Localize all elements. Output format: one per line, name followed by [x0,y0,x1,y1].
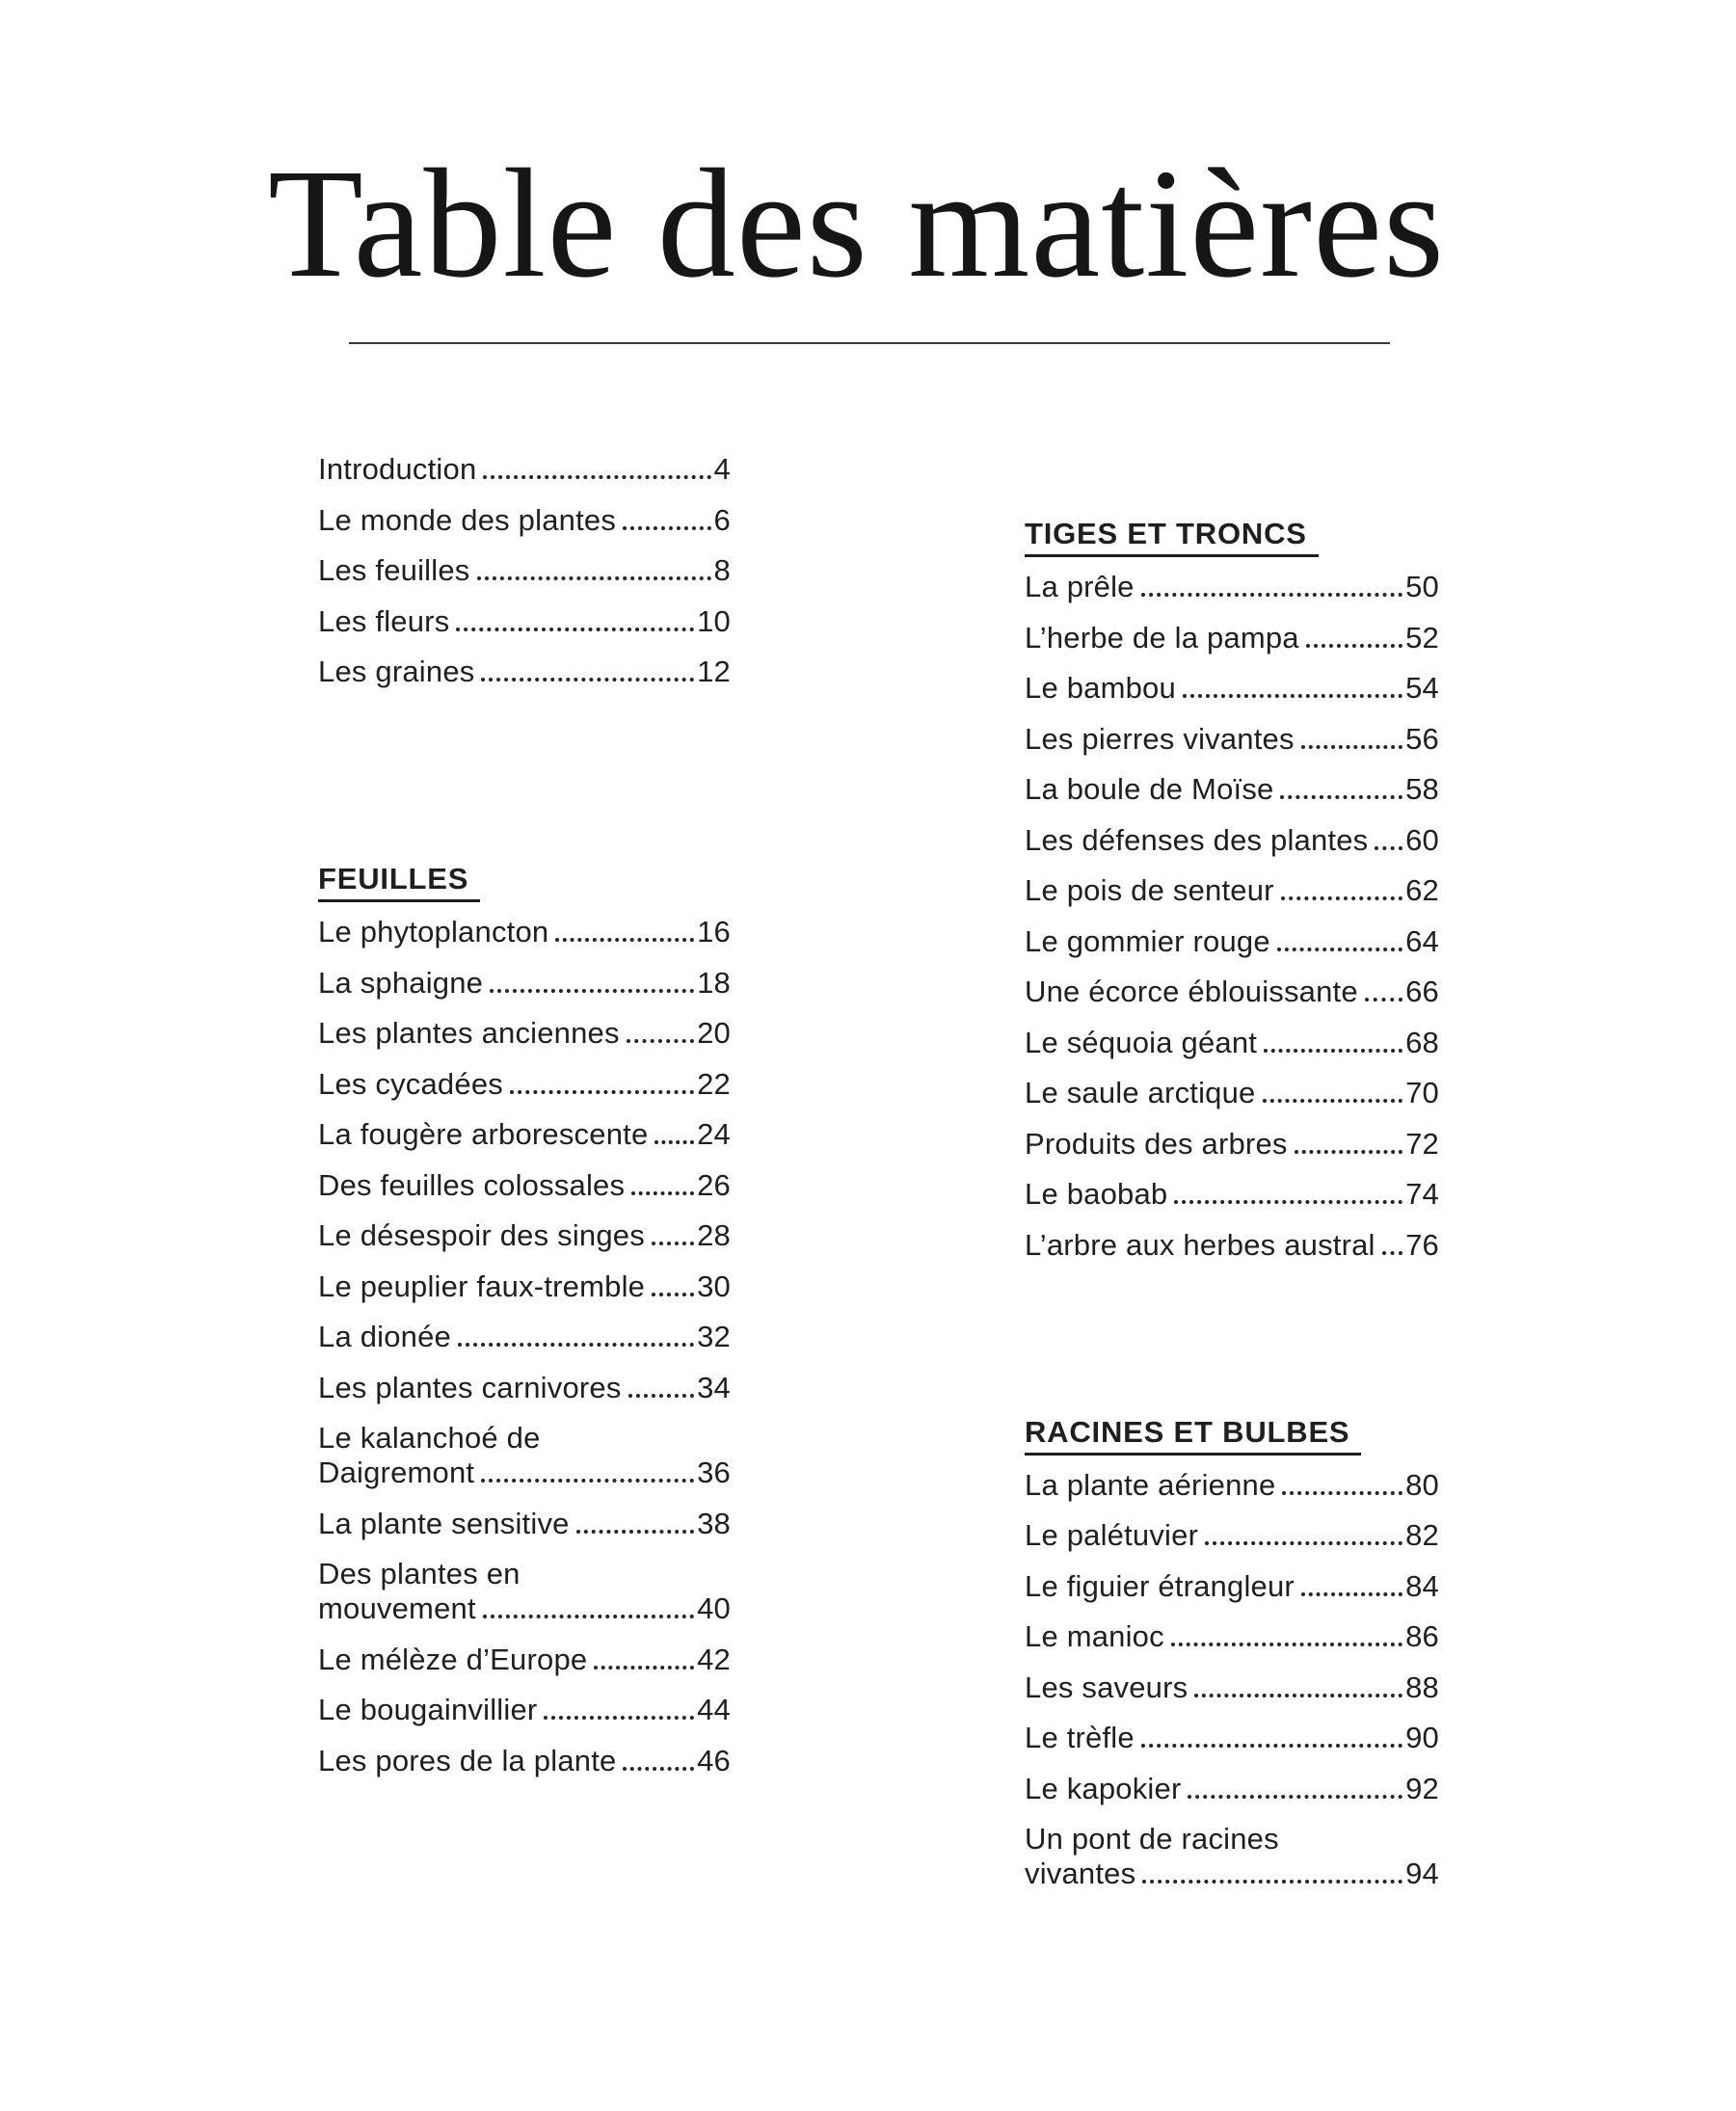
toc-entry-page: 18 [697,965,731,1000]
dot-leader [1306,644,1402,648]
toc-entry-line [1025,723,1439,756]
toc-entry-page: 80 [1405,1467,1439,1502]
toc-entry-page: 40 [697,1591,731,1625]
toc-entry-line [318,916,731,949]
toc-entry-page: 68 [1405,1025,1439,1059]
toc-entry-page: 56 [1405,721,1439,756]
toc-entry-label: Produits des arbres [1025,1126,1288,1161]
dot-leader [483,475,710,479]
toc-entry-line [318,1694,731,1726]
toc-entry-page: 10 [697,603,731,638]
dot-leader [490,989,694,993]
dot-leader [1264,1049,1402,1053]
dot-leader [576,1530,695,1534]
toc-entry-label: L’herbe de la pampa [1025,620,1299,655]
dot-leader [477,576,711,580]
toc-entry-page: 46 [697,1743,731,1777]
dot-leader [594,1666,694,1670]
toc-entry [1025,1519,1439,1552]
toc-entry-label: Le bougainvillier [318,1693,538,1726]
dot-leader [1280,795,1402,799]
toc-entry [318,1508,731,1540]
toc-entry-line [1025,1519,1439,1552]
toc-entry-line [1025,1857,1439,1890]
dot-leader [1301,745,1402,749]
toc-entry [1025,1178,1439,1211]
toc-entry-page: 28 [697,1218,731,1252]
toc-entry-label: Le kapokier [1025,1771,1182,1805]
toc-entry-line [1025,1620,1439,1653]
toc-entry [1025,874,1439,907]
section-heading: FEUILLES [318,863,480,902]
section-heading: RACINES ET BULBES [1025,1416,1361,1456]
toc-entry-label: La boule de Moïse [1025,772,1274,806]
dot-leader [481,1479,694,1483]
toc-entry [318,916,731,949]
dot-leader [654,1140,694,1144]
dot-leader [1277,948,1402,951]
toc-entry-page: 58 [1405,772,1439,806]
toc-entry-page: 62 [1405,873,1439,907]
toc-entry-line [1025,1823,1439,1856]
toc-entry-page: 38 [697,1506,731,1540]
dot-leader [1174,1200,1402,1204]
toc-entry-label: Le trèfle [1025,1721,1135,1754]
toc-entry-label: Les cycadées [318,1066,503,1101]
toc-entry-label: Le désespoir des singes [318,1218,645,1252]
toc-entry-page: 54 [1405,671,1439,705]
toc-entry-page: 4 [713,452,731,486]
toc-entry-label: Daigremont [318,1456,475,1489]
dot-leader [652,1242,694,1245]
toc-entry [318,1321,731,1353]
toc-entry-page: 50 [1405,570,1439,603]
toc-entry-label: Le bambou [1025,671,1176,705]
dot-leader [631,1191,694,1195]
toc-entry-label: Les plantes anciennes [318,1016,620,1050]
toc-entry [318,1068,731,1101]
toc-entry-line [1025,1671,1439,1704]
toc-entry-line [1025,1773,1439,1805]
toc-entry-line [1025,824,1439,857]
toc-entry [1025,1773,1439,1805]
toc-entry-page: 92 [1405,1771,1439,1805]
toc-entry-page: 12 [697,655,731,688]
dot-leader [555,938,694,942]
dot-leader [1141,593,1402,597]
toc-entry-line [318,1219,731,1252]
toc-entry [318,1558,731,1625]
toc-entry [1025,1469,1439,1502]
dot-leader [1183,694,1402,698]
dot-leader [1188,1795,1402,1799]
dot-leader [1263,1099,1403,1103]
toc-group [318,453,731,688]
toc-entry-page: 60 [1405,822,1439,857]
toc-entry [318,1219,731,1252]
toc-entry-line [318,1592,731,1625]
toc-entry [318,655,731,688]
toc-entry-page: 94 [1405,1857,1439,1890]
toc-entry [1025,773,1439,806]
toc-entry [1025,824,1439,857]
toc-entry-label: Le figuier étrangleur [1025,1568,1295,1603]
toc-column-left [318,453,731,1795]
dot-leader [544,1716,694,1720]
dot-leader [628,1394,695,1398]
dot-leader [1382,1251,1402,1255]
toc-entry-line [318,453,731,486]
toc-entry-line [318,554,731,587]
toc-entry-page: 74 [1405,1177,1439,1211]
toc-entry [318,1017,731,1050]
toc-entry-label: La plante aérienne [1025,1467,1276,1502]
toc-entry-line [318,1169,731,1202]
toc-entry [1025,1077,1439,1109]
toc-entry-label: Les pores de la plante [318,1743,617,1777]
toc-group [318,863,731,1777]
toc-entry [318,1694,731,1726]
toc-entry-line [318,504,731,537]
toc-entry-label: Le kalanchoé de [318,1421,541,1455]
toc-entry [318,605,731,638]
title-divider [349,342,1390,344]
toc-entry-line [318,1643,731,1676]
toc-group [1025,1416,1439,1891]
toc-entry-line [1025,622,1439,655]
toc-entry-page: 16 [697,915,731,949]
dot-leader [652,1293,694,1296]
toc-entry-page: 34 [697,1370,731,1404]
dot-leader [627,1039,694,1043]
toc-entry-page: 90 [1405,1721,1439,1754]
toc-entry [1025,1722,1439,1754]
dot-leader [481,678,694,681]
toc-entry-line [1025,1570,1439,1603]
dot-leader [623,1767,694,1771]
toc-entry [1025,925,1439,958]
dot-leader [483,1615,694,1618]
toc-entry-page: 86 [1405,1619,1439,1653]
toc-entry-page: 24 [697,1117,731,1151]
section-heading: TIGES ET TRONCS [1025,518,1319,557]
toc-entry-line [1025,1027,1439,1059]
toc-entry-line [1025,672,1439,705]
toc-entry-line [1025,1229,1439,1262]
toc-entry [1025,1671,1439,1704]
dot-leader [1281,896,1402,900]
toc-entry-line [1025,925,1439,958]
toc-entry [318,1169,731,1202]
toc-entry [318,504,731,537]
toc-entry-page: 66 [1405,975,1439,1008]
toc-entry-label: Le pois de senteur [1025,873,1274,907]
toc-entry-label: La plante sensitive [318,1506,570,1540]
toc-entry-page: 64 [1405,923,1439,958]
toc-entry-page: 36 [697,1456,731,1489]
toc-entry-label: Le saule arctique [1025,1076,1256,1109]
toc-entry-label: La dionée [318,1320,451,1353]
toc-entry-label: Le gommier rouge [1025,923,1270,958]
toc-entry-page: 30 [697,1269,731,1303]
toc-entry [1025,1027,1439,1059]
toc-entry-label: Les fleurs [318,603,450,638]
toc-entry-line [318,1745,731,1777]
toc-entry-line [1025,1722,1439,1754]
dot-leader [1205,1541,1402,1545]
dot-leader [1301,1592,1402,1596]
toc-entry-label: Les plantes carnivores [318,1370,622,1404]
toc-entry-page: 42 [697,1642,731,1676]
dot-leader [1365,998,1402,1002]
toc-entry [318,1745,731,1777]
toc-entry-line [318,655,731,688]
toc-entry [1025,622,1439,655]
toc-entry-line [1025,1077,1439,1109]
toc-entry-label: Le mélèze d’Europe [318,1642,588,1676]
toc-entry [318,1270,731,1303]
toc-entry [1025,571,1439,603]
toc-entry-label: L’arbre aux herbes austral [1025,1227,1375,1262]
toc-entry-line [318,1321,731,1353]
toc-entry [1025,1570,1439,1603]
toc-entry [1025,1620,1439,1653]
toc-entry-page: 72 [1405,1126,1439,1161]
toc-entry-page: 26 [697,1167,731,1202]
toc-entry-page: 8 [713,553,731,587]
toc-entry-line [318,1118,731,1151]
toc-entry-line [1025,874,1439,907]
dot-leader [510,1090,694,1094]
toc-entry-label: La fougère arborescente [318,1117,649,1151]
toc-entry-label: Le phytoplancton [318,915,549,949]
toc-entry-label: Les feuilles [318,553,470,587]
toc-entry-page: 84 [1405,1568,1439,1603]
toc-entry-line [318,1558,731,1590]
dot-leader [1142,1880,1402,1884]
toc-entry-line [318,605,731,638]
toc-entry-label: Le manioc [1025,1619,1164,1653]
toc-entry-line [318,1017,731,1050]
toc-entry-line [1025,1128,1439,1161]
toc-entry [1025,975,1439,1008]
toc-entry [1025,672,1439,705]
toc-entry-line [1025,1178,1439,1211]
toc-entry-line [318,1270,731,1303]
toc-entry-label: Des plantes en [318,1557,521,1590]
toc-entry-label: La prêle [1025,570,1135,603]
toc-entry-page: 76 [1405,1227,1439,1262]
toc-entry-line [318,1422,731,1455]
toc-entry-line [318,1372,731,1404]
toc-entry-label: Une écorce éblouissante [1025,975,1358,1008]
dot-leader [1282,1491,1402,1495]
toc-entry [318,554,731,587]
toc-entry [318,1372,731,1404]
toc-entry-label: Introduction [318,452,477,486]
toc-entry-label: Les pierres vivantes [1025,721,1295,756]
toc-entry-page: 70 [1405,1076,1439,1109]
toc-entry [1025,1128,1439,1161]
dot-leader [1194,1694,1402,1697]
toc-entry-page: 32 [697,1320,731,1353]
toc-entry-page: 82 [1405,1518,1439,1552]
toc-entry-page: 44 [697,1693,731,1726]
toc-entry-line [1025,773,1439,806]
toc-entry-label: Le baobab [1025,1177,1168,1211]
toc-entry [1025,1823,1439,1890]
dot-leader [1141,1744,1402,1748]
toc-entry-label: Le palétuvier [1025,1518,1199,1552]
toc-entry-line [1025,571,1439,603]
toc-entry [318,1422,731,1489]
toc-entry [1025,723,1439,756]
toc-entry-label: La sphaigne [318,965,484,1000]
toc-entry-page: 88 [1405,1670,1439,1704]
toc-entry [318,1643,731,1676]
toc-entry-page: 20 [697,1016,731,1050]
toc-entry-label: Les saveurs [1025,1670,1188,1704]
dot-leader [1171,1643,1402,1646]
toc-entry-label: Les défenses des plantes [1025,822,1369,857]
page-title: Table des matières [267,138,1446,310]
toc-entry-label: Le séquoia géant [1025,1025,1258,1059]
toc-entry-label: Le peuplier faux-tremble [318,1269,646,1303]
dot-leader [1295,1150,1403,1154]
toc-entry-label: vivantes [1025,1857,1136,1890]
toc-entry-label: mouvement [318,1591,476,1625]
toc-entry-line [318,1456,731,1489]
toc-entry-label: Un pont de racines [1025,1822,1279,1856]
toc-column-right [1025,518,1439,1909]
toc-entry [318,1118,731,1151]
dot-leader [1375,846,1402,850]
toc-entry [318,453,731,486]
dot-leader [456,628,694,631]
dot-leader [458,1343,694,1347]
toc-entry-page: 6 [713,502,731,537]
toc-entry [1025,1229,1439,1262]
toc-entry-label: Des feuilles colossales [318,1167,626,1202]
toc-entry-page: 52 [1405,620,1439,655]
toc-group [1025,518,1439,1262]
toc-entry-page: 22 [697,1066,731,1101]
toc-entry [318,967,731,1000]
toc-entry-line [1025,1469,1439,1502]
toc-entry-line [1025,975,1439,1008]
toc-entry-label: Les graines [318,655,475,688]
toc-entry-line [318,1508,731,1540]
toc-entry-line [318,1068,731,1101]
toc-entry-label: Le monde des plantes [318,502,617,537]
dot-leader [623,526,710,530]
toc-entry-line [318,967,731,1000]
